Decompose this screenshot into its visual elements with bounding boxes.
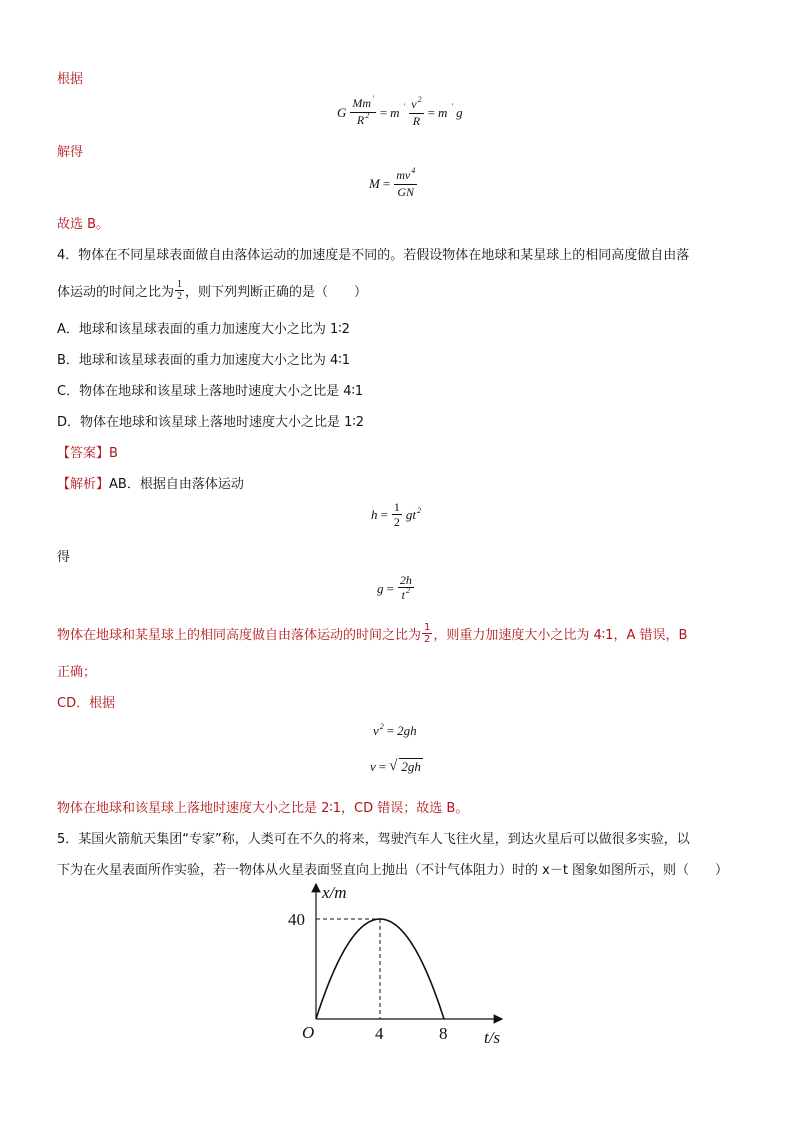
equation-v2 xyxy=(373,723,417,739)
eq1-equals2: = xyxy=(427,104,435,120)
q4-red-frac xyxy=(422,622,432,645)
equation-h xyxy=(371,500,421,529)
q4-answer-tag: 【答案】 xyxy=(57,446,110,461)
eqg-den-exp: 2 xyxy=(406,586,411,595)
eq1-den1: R xyxy=(356,113,365,127)
q4-option-b: B．地球和该星球表面的重力加速度大小之比为 4∶1 xyxy=(57,353,350,368)
eq2-den: GN xyxy=(397,185,415,199)
y-axis-label: x/m xyxy=(322,883,347,902)
eqv2-exp: 2 xyxy=(379,722,384,731)
eq2-frac xyxy=(394,168,417,199)
x-tick-label: 4 xyxy=(375,1024,384,1043)
q4-option-d: D．物体在地球和该星球上落地时速度大小之比是 1∶2 xyxy=(57,415,365,430)
q4-stem-line1: 4．物体在不同星球表面做自由落体运动的加速度是不同的。若假设物体在地球和某星球上的相同高度做自由落 xyxy=(57,248,690,263)
equation-v xyxy=(370,758,423,775)
eqv2-rhs: 2gh xyxy=(397,723,417,738)
eq2-num-exp: 4 xyxy=(411,166,416,175)
q4-stem-frac xyxy=(175,279,184,302)
eq2-M: M xyxy=(369,175,380,191)
eqv-v: v xyxy=(370,758,376,774)
equation-mass xyxy=(369,168,418,199)
label-de: 得 xyxy=(57,550,71,565)
eqv-equals: = xyxy=(378,758,387,774)
eqh-exp: 2 xyxy=(416,505,421,515)
q4-cd-intro: CD．根据 xyxy=(57,696,116,711)
eqh-den: 2 xyxy=(393,515,400,529)
eq1-den1-exp: 2 xyxy=(365,111,370,120)
equation-g xyxy=(377,573,415,604)
eqg-den: t xyxy=(401,588,406,602)
q4-answer xyxy=(57,442,118,461)
x-axis-label: t/s xyxy=(484,1028,501,1047)
eq1-equals: = xyxy=(379,104,388,120)
x-t-chart xyxy=(280,880,520,1050)
label-genju: 根据 xyxy=(57,72,84,87)
eqh-h: h xyxy=(371,506,378,522)
eqh-rest: gt xyxy=(405,506,416,522)
x-tick-label: 8 xyxy=(439,1024,448,1043)
q4-frac-den: 2 xyxy=(177,291,183,302)
equation-gravity xyxy=(337,96,463,129)
eqh-frac xyxy=(392,500,402,529)
origin-label: O xyxy=(302,1023,315,1042)
q5-stem-line1: 5．某国火箭航天集团“专家”称，人类可在不久的将来，驾驶汽车人飞往火星，到达火星后可以做很多实验，以 xyxy=(57,832,690,847)
q4-stem-line2 xyxy=(57,279,367,302)
eqh-num: 1 xyxy=(393,500,400,514)
q4-frac-num: 1 xyxy=(177,279,183,290)
q4-red-frac-num: 1 xyxy=(424,622,431,633)
eqv-inner: 2gh xyxy=(401,759,421,774)
eq1-m-prime: ′ xyxy=(403,102,406,111)
eq2-equals: = xyxy=(382,175,391,191)
eq1-num2-exp: 2 xyxy=(417,95,422,104)
eqg-frac xyxy=(398,573,414,604)
q4-option-c: C．物体在地球和该星球上落地时速度大小之比是 4∶1 xyxy=(57,384,364,399)
eq1-G: G xyxy=(337,104,347,120)
q4-stem-line2-a: 体运动的时间之比为 xyxy=(57,285,175,300)
q4-red-line2: 正确； xyxy=(57,665,97,680)
q5-stem-line2: 下为在火星表面所作实验，若一物体从火星表面竖直向上抛出（不计气体阻力）时的 x－t 图象如图所示，则（ ） xyxy=(57,863,729,878)
q4-stem-line2-b: ，则下列判断正确的是（ ） xyxy=(185,285,368,300)
q4-analysis-tag: 【解析】 xyxy=(57,477,110,492)
eq1-m2-prime: ′ xyxy=(451,102,454,111)
q4-red-line1-a: 物体在地球和某星球上的相同高度做自由落体运动的时间之比为 xyxy=(57,628,422,643)
eq2-num: mv xyxy=(396,168,411,182)
q4-red-line1 xyxy=(57,622,687,645)
q4-analysis-intro: AB．根据自由落体运动 xyxy=(109,477,244,492)
q4-red-line1-b: ，则重力加速度大小之比为 4∶1，A 错误，B xyxy=(433,628,688,643)
q4-analysis xyxy=(57,473,244,492)
y-tick-label: 40 xyxy=(288,910,305,929)
conclusion-prev: 故选 B。 xyxy=(57,217,110,232)
eqh-equals: = xyxy=(380,506,388,522)
eq1-frac2 xyxy=(409,97,423,128)
label-jiede: 解得 xyxy=(57,145,84,160)
eqv2-equals: = xyxy=(386,723,395,738)
eq1-m2: m xyxy=(437,104,448,120)
eq1-num2: v xyxy=(411,97,417,111)
eq1-prime: ′ xyxy=(372,94,374,103)
sqrt-icon: √ xyxy=(389,758,398,774)
eq1-den2: R xyxy=(412,114,421,128)
eqv2-v: v xyxy=(373,723,379,738)
eqg-num: 2h xyxy=(399,573,412,587)
eq1-frac1 xyxy=(350,96,375,129)
q4-red-frac-den: 2 xyxy=(424,634,431,645)
q4-answer-value: B xyxy=(109,446,118,461)
eqg-g: g xyxy=(377,580,384,596)
q4-option-a: A．地球和该星球表面的重力加速度大小之比为 1∶2 xyxy=(57,322,350,337)
eq1-m: m xyxy=(390,104,400,120)
eq1-g: g xyxy=(456,104,463,120)
eq1-num1: Mm xyxy=(352,96,372,110)
eqg-equals: = xyxy=(386,580,394,596)
q4-red-line3: 物体在地球和该星球上落地时速度大小之比是 2∶1，CD 错误；故选 B。 xyxy=(57,801,469,816)
